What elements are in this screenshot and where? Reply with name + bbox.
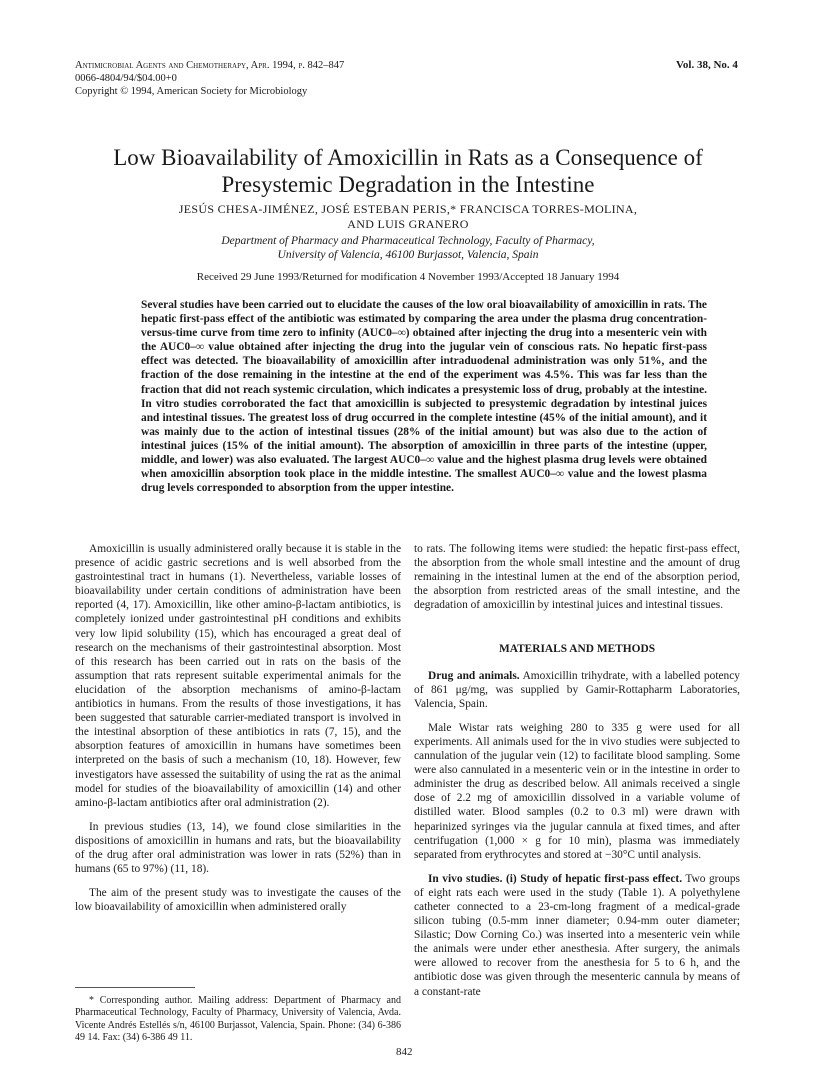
- intro-paragraph-continued: to rats. The following items were studied: the hepatic first-pass effect, the absorption from the whole small intestine and the amount of drug remaining in the intestinal lumen at the end of the absorption period, the absorption from restricted areas of the small intestine, and the degradation of amoxicillin by intestinal juices and intestinal tissues.: [414, 543, 740, 612]
- section-heading-methods: MATERIALS AND METHODS: [498, 643, 656, 656]
- footnote-divider: [75, 987, 195, 988]
- affiliation-line-2: University of Valencia, 46100 Burjassot, Valencia, Spain: [277, 249, 539, 261]
- authors-line-2: AND LUIS GRANERO: [347, 217, 469, 231]
- volume-issue: Vol. 38, No. 4: [676, 59, 738, 71]
- received-dates: Received 29 June 1993/Returned for modification 4 November 1993/Accepted 18 January 1994: [196, 271, 620, 283]
- drug-animals-runin: Drug and animals.: [428, 669, 520, 682]
- left-column: [75, 542, 401, 924]
- corresponding-author-footnote: * Corresponding author. Mailing address: Department of Pharmacy and Pharmaceutical Technology, Faculty of Pharmacy, University of Valencia, Avda. Vicente Andrés Estellés s/n, 46100 Burjassot, Valencia, Spain. Phone: (34) 6-386 49 14. Fax: (34) 6-386 49 11.: [75, 995, 401, 1044]
- author-list: [80, 202, 736, 232]
- page-number: 842: [396, 1046, 413, 1058]
- article-title: Low Bioavailability of Amoxicillin in Rats as a Consequence of Presystemic Degradation in the Intestine: [113, 145, 703, 197]
- right-column: [414, 542, 740, 1009]
- journal-citation: Antimicrobial Agents and Chemotherapy, Apr. 1994, p. 842–847: [75, 60, 345, 71]
- drug-animals-text: Amoxicillin trihydrate, with a labelled potency of 861 μg/mg, was supplied by Gamir-Rottapharm Laboratories, Valencia, Spain.: [414, 669, 740, 710]
- affiliation: [100, 234, 716, 262]
- intro-paragraph-3: The aim of the present study was to investigate the causes of the low bioavailability of amoxicillin when administered orally: [75, 887, 401, 914]
- intro-paragraph-2: In previous studies (13, 14), we found close similarities in the dispositions of amoxicillin in humans and rats, but the bioavailability of the drug after oral administration was lower in rats (52%) than in humans (65 to 97%) (11, 18).: [75, 820, 401, 876]
- in-vivo-paragraph: [414, 872, 740, 999]
- drug-animals-paragraph: [414, 669, 740, 711]
- rats-paragraph: Male Wistar rats weighing 280 to 335 g were used for all experiments. All animals used for the in vivo studies were subjected to cannulation of the jugular vein (12) to facilitate blood sampling. Some were also cannulated in a mesenteric vein or in the intestine in order to administer the drug as described below. All animals received a single dose of 2.2 mg of amoxicillin dissolved in a variable volume of distilled water. Blood samples (0.2 to 0.3 ml) were drawn with heparinized syringes via the jugular cannula at fixed times, and after centrifugation (1,000 × g for 10 min), plasma was immediately separated from erythrocytes and stored at −30°C until analysis.: [414, 721, 740, 861]
- in-vivo-text: Two groups of eight rats each were used in the study (Table 1). A polyethylene catheter connected to a 23-cm-long fragment of a medical-grade silicon tubing (0.5-mm inner diameter; 0.94-mm outer diameter; Silastic; Dow Corning Co.) was inserted into a mesenteric vein while the animals were under ether anesthesia. After surgery, the animals were allowed to recover from the anesthesia for 5 to 6 h, and the antibiotic dose was given through the mesenteric cannula by means of a constant-rate: [414, 872, 740, 998]
- issn-code: 0066-4804/94/$04.00+0: [75, 73, 177, 84]
- affiliation-line-1: Department of Pharmacy and Pharmaceutical Technology, Faculty of Pharmacy,: [221, 235, 595, 247]
- copyright-notice: Copyright © 1994, American Society for Microbiology: [75, 86, 308, 97]
- authors-line-1: JESÚS CHESA-JIMÉNEZ, JOSÉ ESTEBAN PERIS,* FRANCISCA TORRES-MOLINA,: [178, 202, 638, 216]
- intro-paragraph-1: Amoxicillin is usually administered orally because it is stable in the presence of acidic gastric secretions and is well absorbed from the gastrointestinal tract in humans (1). Nevertheless, variable losses of bioavailability under certain conditions of administration have been reported (4, 17). Amoxicillin, like other amino-β-lactam antibiotics, is completely ionized under gastrointestinal pH conditions and exhibits very low lipid solubility (15), which has encouraged a great deal of research on the mechanisms of their gastrointestinal absorption. Most of this research has been carried out in rats on the basis of the assumption that rats represent suitable experimental animals for the elucidation of the absorption mechanisms of amino-β-lactam antibiotics in humans. From the results of those investigations, it has been suggested that saturable carrier-mediated transport is involved in the intestinal absorption of these antibiotics in rats (7, 15), and the absorption features of amoxicillin in humans have sometimes been interpreted on the basis of such a mechanism (10, 18). However, few investigators have assessed the suitability of using the rat as the animal model for studies of the bioavailability of amoxicillin (14) and other amino-β-lactam antibiotics after oral administration (2).: [75, 543, 401, 809]
- abstract: Several studies have been carried out to elucidate the causes of the low oral bioavailability of amoxicillin in rats. The hepatic first-pass effect of the antibiotic was estimated by comparing the area under the plasma drug concentration-versus-time curve from time zero to infinity (AUC0–∞) obtained after injecting the drug into a mesenteric vein with the AUC0–∞ value obtained after injecting the drug into the jugular vein of conscious rats. No hepatic first-pass effect was detected. The bioavailability of amoxicillin after intraduodenal administration was only 51%, and the fraction of the dose remaining in the intestine at the end of the experiment was 4.5%. This was far less than the fraction that did not reach systemic circulation, which indicates a presystemic loss of drug, probably at the intestine. In vitro studies corroborated the fact that amoxicillin is subjected to presystemic degradation by intestinal juices and intestinal tissues. The greatest loss of drug occurred in the complete intestine (45% of the initial amount), and it was mainly due to the action of intestinal tissues (28% of the initial amount) but was also due to the action of intestinal juices (15% of the initial amount). The absorption of amoxicillin in three parts of the intestine (upper, middle, and lower) was also evaluated. The largest AUC0–∞ value and the highest plasma drug levels were obtained when amoxicillin absorption took place in the middle intestine. The smallest AUC0–∞ value and the lowest plasma drug levels corresponded to absorption from the upper intestine.: [141, 299, 707, 495]
- in-vivo-runin: In vivo studies. (i) Study of hepatic first-pass effect.: [428, 872, 683, 885]
